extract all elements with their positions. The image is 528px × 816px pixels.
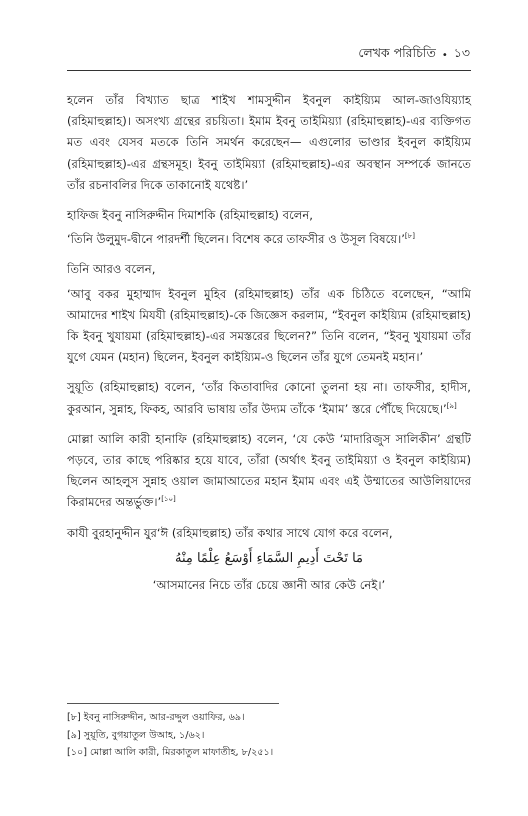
footnote-ref-9[interactable]: [৯] — [446, 401, 457, 410]
paragraph: হাফিজ ইবনু নাসিরুদ্দীন দিমাশকি (রহিমাহুল্লাহ) বলেন, — [67, 208, 313, 223]
closing-quote: ‘আসমানের নিচে তাঁর চেয়ে জ্ঞানী আর কেউ নেই।’ — [152, 578, 386, 593]
chapter-title: লেখক পরিচিতি — [358, 45, 436, 60]
footnote-10: [১০] মোল্লা আলি কারী, মিরকাতুল মাফাতীহ, ৮/২৫১। — [67, 747, 274, 758]
paragraph: তিনি আরও বলেন, — [67, 262, 156, 277]
running-header — [358, 45, 470, 65]
paragraph-text: ‘তিনি উলুমুদ-দ্বীনে পারদর্শী ছিলেন। বিশেষ করে তাফসীর ও উসূল বিষয়ে।’ — [67, 232, 405, 247]
paragraph-text: সুয়ূতি (রহিমাহুল্লাহ) বলেন, ‘তাঁর কিতাবাদির কোনো তুলনা হয় না। তাফসীর, হাদীস, কুরআন, সুন্নাহ, ফিকহ, আরবি ভাষায় তাঁর উদ্যম তাঁকে ‘ইমাম’ স্তরে পৌঁছে দিয়েছে।’ — [67, 380, 471, 416]
footnote-rule — [67, 703, 279, 704]
paragraph: কাযী বুরহানুদ্দীন যুর‘ঈ (রহিমাহুল্লাহ) তাঁর কথার সাথে যোগ করে বলেন, — [67, 525, 393, 540]
paragraph — [67, 377, 471, 419]
footnote-8: [৮] ইবনু নাসিরুদ্দীন, আর-রদ্দুল ওয়াফির, ৬৯। — [67, 712, 245, 723]
footnote-ref-8[interactable]: [৮] — [404, 232, 415, 241]
page-number: ১৩ — [453, 45, 470, 60]
quote-paragraph — [67, 229, 471, 250]
paragraph: ‘আবু বকর মুহাম্মাদ ইবনুল মুহিব (রহিমাহুল্লাহ) তাঁর এক চিঠিতে বলেছেন, “আমি আমাদের শাইখ মিযযী (রহিমাহুল্লাহ)-কে জিজ্ঞেস করলাম, “ইবনুল কাইয়্যিম (রহিমাহুল্লাহ) কি ইবনু খুযায়মা (রহিমাহুল্লাহ)-এর সমস্তরের ছিলেন?” তিনি বলেন, “ইবনু খুযায়মা তাঁর যুগে যেমন (মহান) ছিলেন, ইবনুল কাইয়্যিম-ও ছিলেন তাঁর যুগে তেমনই মহান।’ — [67, 286, 471, 365]
arabic-quote: مَا تَحْتَ أَدِيمِ السَّمَاءِ أَوْسَعُ عِلْمًا مِنْهُ — [174, 550, 364, 566]
paragraph: হলেন তাঁর বিখ্যাত ছাত্র শাইখ শামসুদ্দীন ইবনুল কাইয়্যিম আল-জাওযিয়্যাহ (রহিমাহুল্লাহ)। অসংখ্য গ্রন্থের রচয়িতা। ইমাম ইবনু তাইমিয়্যা (রহিমাহুল্লাহ)-এর ব্যক্তিগত মত এবং যেসব মতকে তিনি সমর্থন করেছেন— এগুলোর ভাণ্ডার ইবনুল কাইয়্যিম (রহিমাহুল্লাহ)-এর গ্রন্থসমূহ। ইবনু তাইমিয়্যা (রহিমাহুল্লাহ)-এর অবস্থান সম্পর্কে জানতে তাঁর রচনাবলির দিকে তাকানোই যথেষ্ট।’ — [67, 93, 471, 192]
paragraph — [67, 429, 471, 514]
footnote-ref-10[interactable]: [১০] — [161, 495, 176, 504]
header-separator: • — [441, 49, 448, 61]
header-rule — [67, 70, 471, 71]
footnotes — [67, 709, 471, 762]
paragraph-text: মোল্লা আলি কারী হানাফি (রহিমাহুল্লাহ) বলেন, ‘যে কেউ ‘মাদারিজুস সালিকীন’ গ্রন্থটি পড়বে, তার কাছে পরিষ্কার হয়ে যাবে, তাঁরা (অর্থাৎ ইবনু তাইমিয়্যা ও ইবনুল কাইয়্যিম) ছিলেন আহলুস সুন্নাহ ওয়াল জামাআতের মহান ইমাম এবং এই উম্মাতের আউলিয়াদের কিরামদের অন্তর্ভুক্ত।’ — [67, 431, 471, 510]
body-text — [67, 90, 471, 596]
footnote-9: [৯] সুয়ূতি, বুগয়াতুল উআহ, ১/৬২। — [67, 729, 205, 741]
